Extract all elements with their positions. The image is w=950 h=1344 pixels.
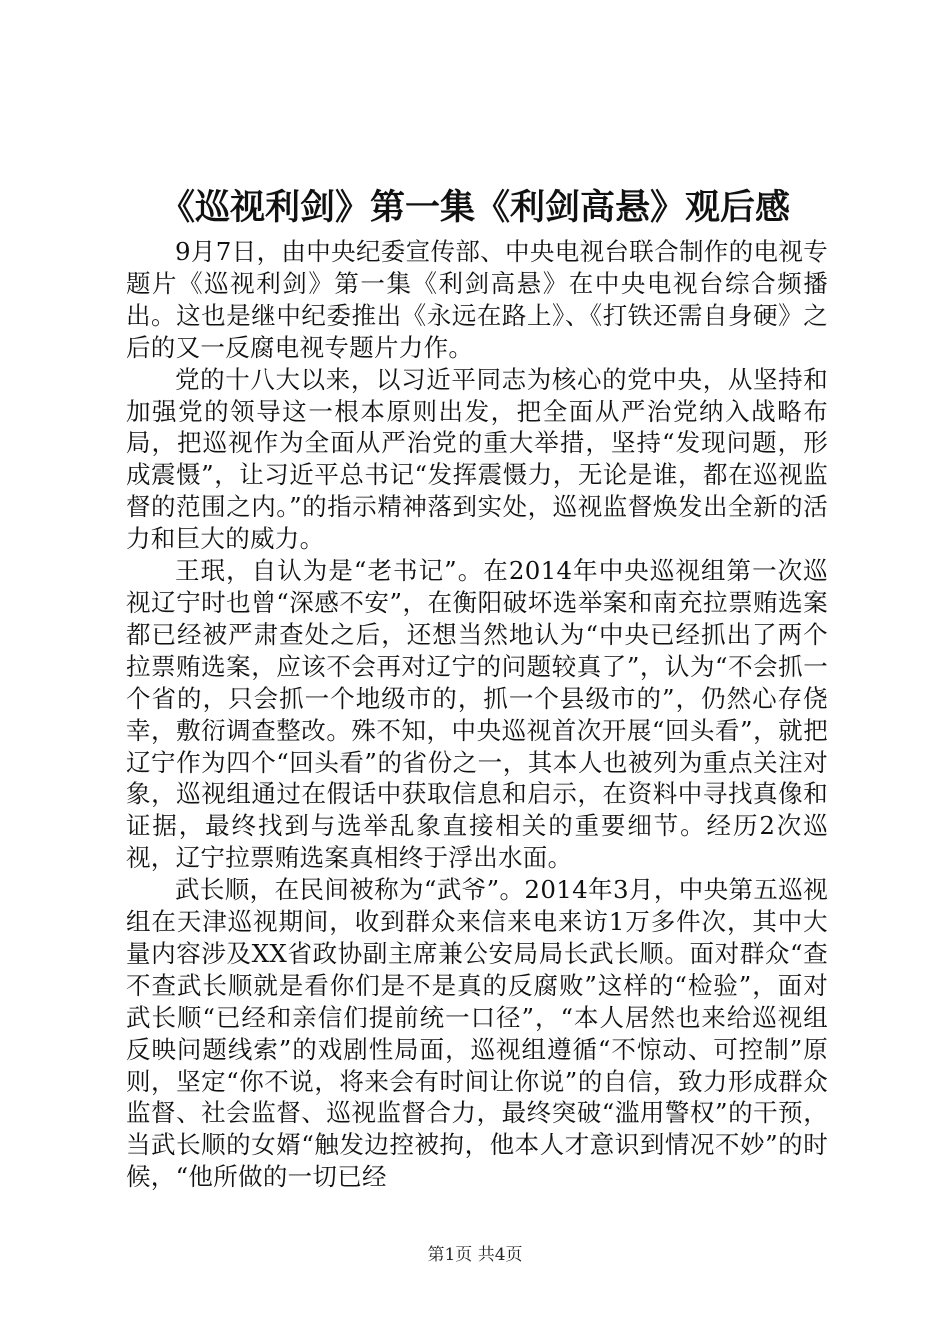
document-body xyxy=(126,236,828,1193)
document-title: 《巡视利剑》第一集《利剑高悬》观后感 xyxy=(159,188,790,228)
paragraph-wang-min: 王珉，自认为是“老书记”。在2014年中央巡视组第一次巡视辽宁时也曾“深感不安”，在衡阳破坏选举案和南充拉票贿选案都已经被严肃查处之后，还想当然地认为“中央已经抓出了两个拉票贿选案，应该不会再对辽宁的问题较真了”，认为“不会抓一个省的，只会抓一个地级市的，抓一个县级市的”，仍然心存侥幸，敷衍调查整改。殊不知，中央巡视首次开展“回头看”，就把辽宁作为四个“回头看”的省份之一，其本人也被列为重点关注对象，巡视组通过在假话中获取信息和启示，在资料中寻找真像和证据，最终找到与选举乱象直接相关的重要细节。经历2次巡视，辽宁拉票贿选案真相终于浮出水面。 xyxy=(126,556,829,873)
paragraph-background: 党的十八大以来，以习近平同志为核心的党中央，从坚持和加强党的领导这一根本原则出发，把全面从严治党纳入战略布局，把巡视作为全面从严治党的重大举措，坚持“发现问题，形成震慑”，让习近平总书记“发挥震慑力，无论是谁，都在巡视监督的范围之内。”的指示精神落到实处，巡视监督焕发出全新的活力和巨大的威力。 xyxy=(126,364,829,554)
paragraph-intro: 9月7日，由中央纪委宣传部、中央电视台联合制作的电视专题片《巡视利剑》第一集《利剑高悬》在中央电视台综合频播出。这也是继中纪委推出《永远在路上》、《打铁还需自身硬》之后的又一反腐电视专题片力作。 xyxy=(126,237,828,362)
page-number-footer: 第1页 共4页 xyxy=(427,1245,523,1265)
paragraph-wu-changshun: 武长顺，在民间被称为“武爷”。2014年3月，中央第五巡视组在天津巡视期间，收到群众来信来电来访1万多件次，其中大量内容涉及XX省政协副主席兼公安局局长武长顺。面对群众“查不查武长顺就是看你们是不是真的反腐败”这样的“检验”，面对武长顺“已经和亲信们提前统一口径”，“本人居然也来给巡视组反映问题线索”的戏剧性局面，巡视组遵循“不惊动、可控制”原则，坚定“你不说，将来会有时间让你说”的自信，致力形成群众监督、社会监督、巡视监督合力，最终突破“滥用警权”的干预，当武长顺的女婿“触发边控被拘，他本人才意识到情况不妙”的时候，“他所做的一切已经 xyxy=(126,875,828,1192)
